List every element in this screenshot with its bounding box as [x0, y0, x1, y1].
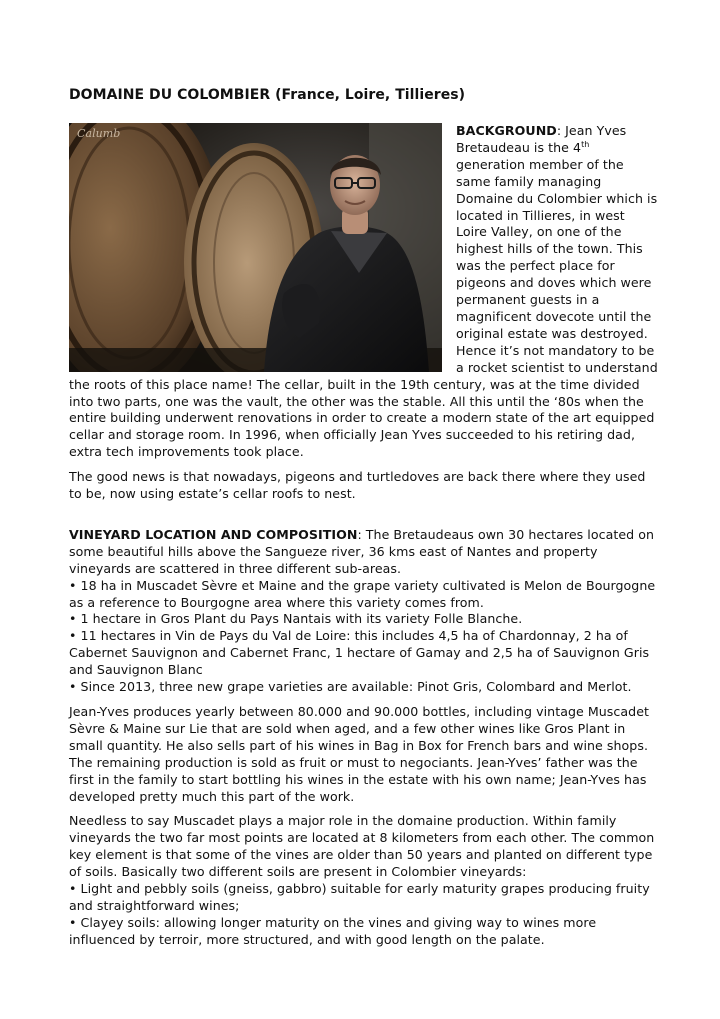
vineyard-intro: : The Bretaudeaus own 30 hectares located on some beautiful hills above the Sangueze river, 36 kms east of Nantes and property vineyards are scattered in three different sub-areas.: [69, 526, 655, 576]
vineyard-bullet: • 11 hectares in Vin de Pays du Val de Loire: this includes 4,5 ha of Chardonnay, 2 ha of Cabernet Sauvignon and Cabernet Franc, 1 hectare of Gamay and 2,5 ha of Sauvignon Gris and Sauvignon Blanc: [69, 628, 650, 678]
background-heading: BACKGROUND: [456, 123, 557, 138]
winemaker-photo: [69, 123, 442, 372]
svg-text:Calumb: Calumb: [77, 127, 121, 140]
soils-bullet: • Light and pebbly soils (gneiss, gabbro) suitable for early maturity grapes producing fruity and straightforward wines;: [69, 881, 650, 913]
document-title: DOMAINE DU COLOMBIER (France, Loire, Tillieres): [69, 87, 466, 103]
soils-bullet: • Clayey soils: allowing longer maturity on the vines and giving way to wines more influenced by terroir, more structured, and with good length on the palate.: [69, 914, 597, 947]
soils-paragraph: Needless to say Muscadet plays a major role in the domaine production. Within family vineyards the two far most points are located at 8 kilometers from each other. The common key element is that some of the vines are older than 50 years and planted on different type of soils. Basically two different soils are present in Colombier vineyards:: [69, 813, 655, 880]
vineyard-bullet: • Since 2013, three new grape varieties are available: Pinot Gris, Colombard and Merlot.: [69, 679, 632, 695]
winemaker-in-barrel-cellar-photo: [69, 123, 442, 372]
document-page: [69, 86, 659, 949]
generation-ordinal: th: [581, 139, 590, 149]
good-news-paragraph: The good news is that nowadays, pigeons and turtledoves are back there where they used to be, now using estate’s cellar roofs to nest.: [69, 469, 646, 502]
vineyard-bullet: • 1 hectare in Gros Plant du Pays Nantais with its variety Folle Blanche.: [69, 611, 523, 627]
vineyard-paragraph: [69, 527, 659, 578]
background-intro: : Jean Yves Bretaudeau is the 4: [456, 123, 627, 155]
background-body: generation member of the same family managing Domaine du Colombier which is located in Tillieres, in west Loire Valley, on one of the highest hills of the town. This was the perfect place for pigeons and doves which were permanent guests in a magnificent dovecote until the original estate was destroyed. Hence it’s not mandatory to be a rocket scientist to understand the roots of this place name! The cellar, built in the 19th century, was at the time divided into two parts, one was the vault, the other was the stable. All this until the ‘80s when the entire building underwent renovations in order to create a modern state of the art equipped cellar and storage room. In 1996, when officially Jean Yves succeeded to his retiring dad, extra tech improvements took place.: [69, 156, 658, 460]
production-paragraph: Jean-Yves produces yearly between 80.000 and 90.000 bottles, including vintage Muscadet Sèvre & Maine sur Lie that are sold when aged, and a few other wines like Gros Plant in small quantity. He also sells part of his wines in Bag in Box for French bars and wine shops. The remaining production is sold as fruit or must to negociants. Jean-Yves’ father was the first in the family to start bottling his wines in the estate with his own name; Jean-Yves has developed pretty much this part of the work.: [69, 704, 649, 804]
vineyard-heading: VINEYARD LOCATION AND COMPOSITION: [69, 526, 358, 542]
vineyard-bullet: • 18 ha in Muscadet Sèvre et Maine and the grape variety cultivated is Melon de Bourgogne as a reference to Bourgogne area where this variety comes from.: [69, 577, 656, 610]
